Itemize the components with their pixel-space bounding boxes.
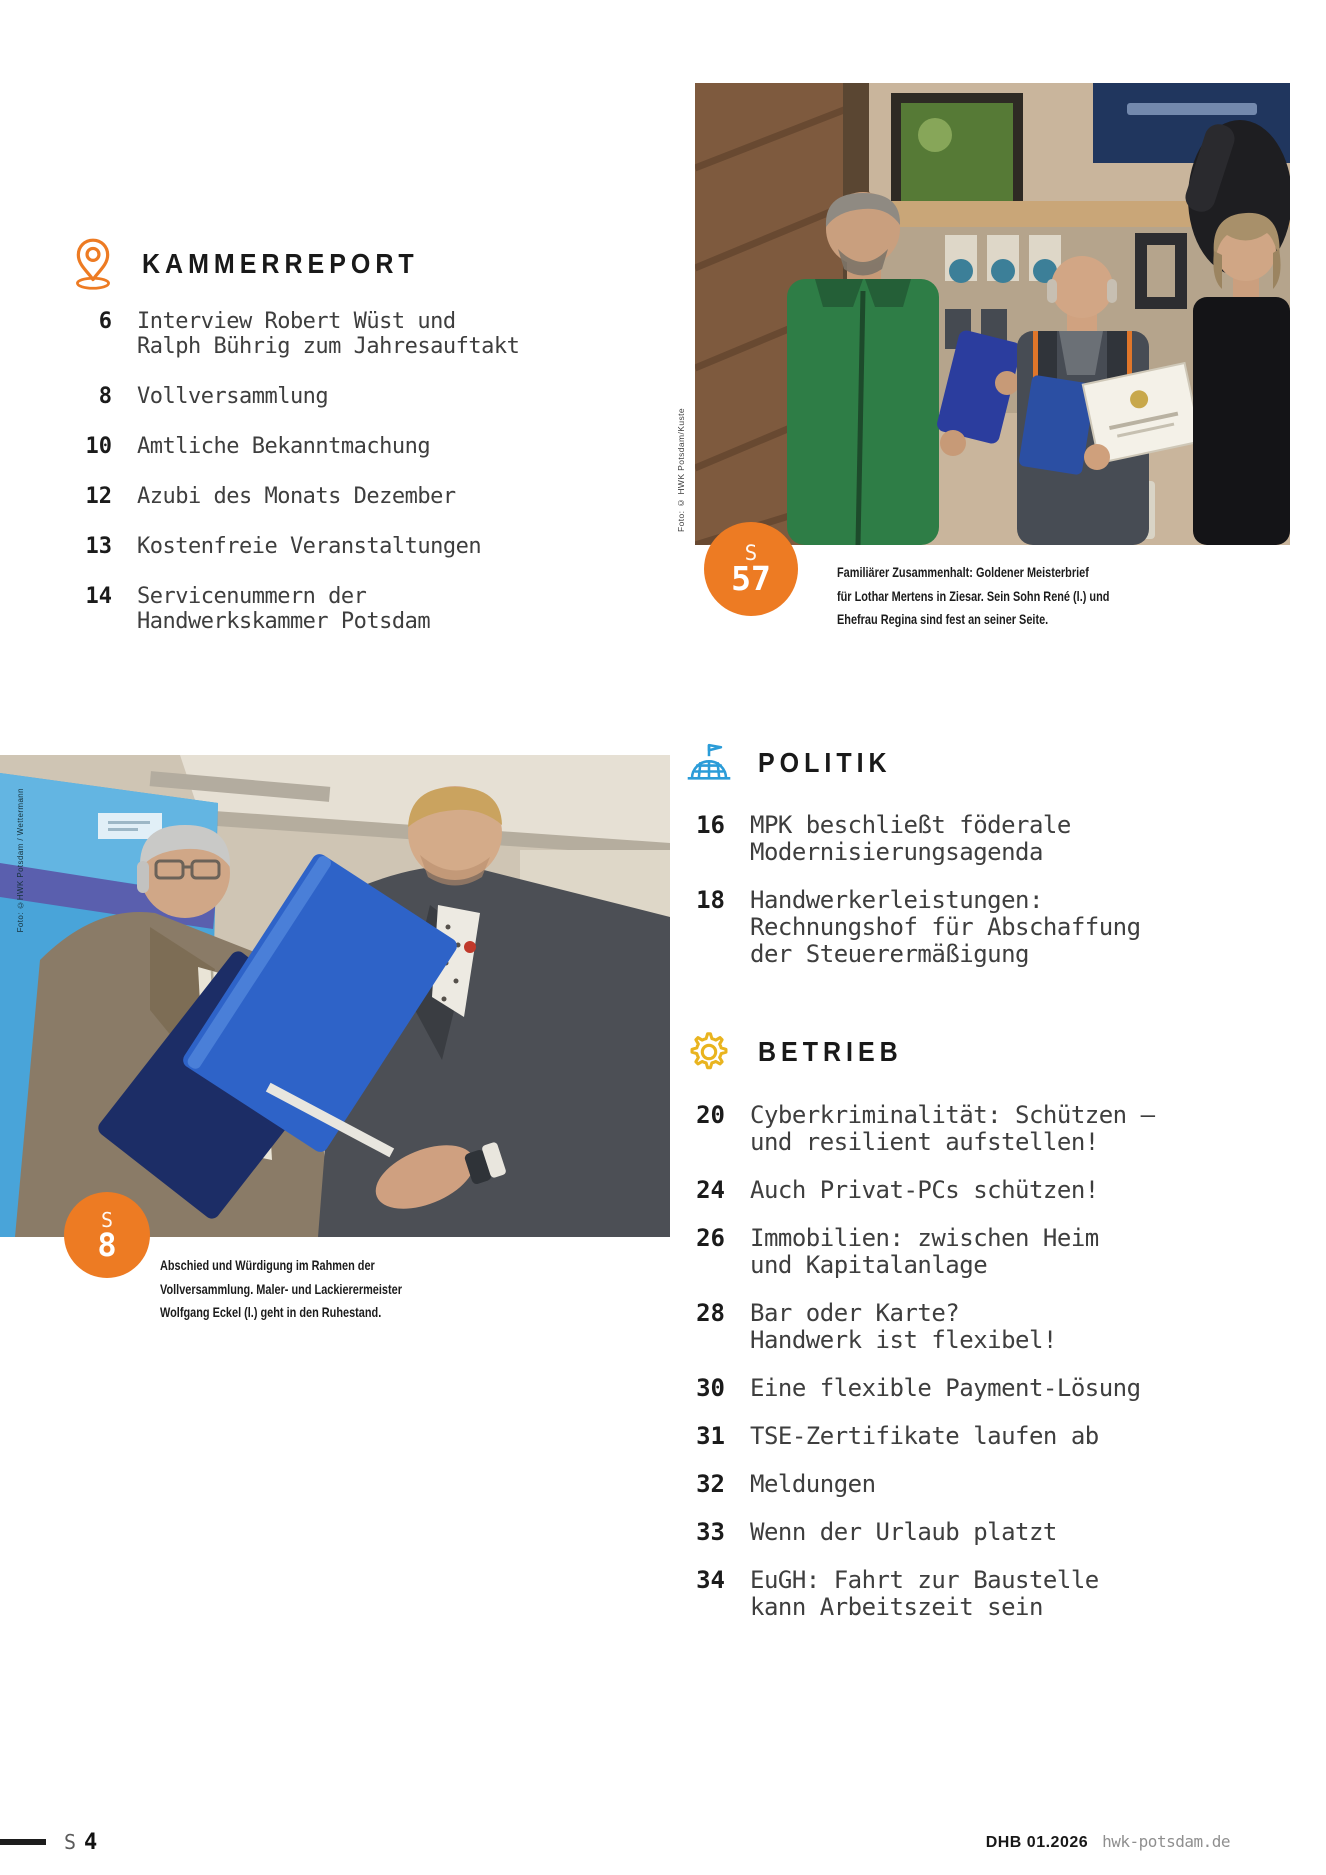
toc-page-number: 6: [98, 309, 112, 334]
toc-page-number: 34: [696, 1566, 725, 1594]
toc-item-text: Handwerkerleistungen: Rechnungshof für Abschaffung der Steuerermäßigung: [750, 886, 1141, 968]
toc-item[interactable]: [72, 384, 542, 409]
top-photo-caption: Familiärer Zusammenhalt: Goldener Meisterbrief für Lothar Mertens in Ziesar. Sein Sohn René (l.) und Ehefrau Regina sind fest an seiner Seite.: [837, 564, 1110, 627]
toc-page-number: 28: [696, 1299, 725, 1327]
left-photo-credit: Foto: ©HWK Potsdam / Wettermann: [16, 788, 25, 933]
toc-item-text: Bar oder Karte? Handwerk ist flexibel!: [750, 1299, 1057, 1354]
badge-number: 8: [97, 1225, 117, 1264]
toc-list-politik: [688, 812, 1158, 989]
section-header-politik: [686, 737, 892, 789]
toc-page-number: 18: [696, 886, 725, 914]
left-photo-image: [0, 755, 670, 1237]
toc-item[interactable]: [688, 1423, 1158, 1450]
toc-item-text: TSE-Zertifikate laufen ab: [750, 1422, 1099, 1450]
toc-list-betrieb: [688, 1102, 1158, 1642]
toc-item-text: EuGH: Fahrt zur Baustelle kann Arbeitszeit sein: [750, 1566, 1099, 1621]
toc-page-number: 31: [696, 1422, 725, 1450]
toc-item-text: Cyberkriminalität: Schützen – und resilient aufstellen!: [750, 1101, 1155, 1156]
section-title: BETRIEB: [758, 1035, 903, 1068]
toc-item-text: Servicenummern der Handwerkskammer Potsdam: [137, 584, 431, 634]
toc-item[interactable]: [688, 1177, 1158, 1204]
toc-item-text: Auch Privat-PCs schützen!: [750, 1176, 1099, 1204]
toc-item[interactable]: [688, 887, 1158, 968]
toc-list-kammerreport: [72, 309, 542, 659]
toc-item[interactable]: [688, 812, 1158, 866]
toc-item[interactable]: [72, 484, 542, 509]
section-header-betrieb: [686, 1026, 903, 1078]
footer-page-indicator: [0, 1830, 97, 1855]
toc-item-text: Immobilien: zwischen Heim und Kapitalanlage: [750, 1224, 1099, 1279]
toc-item[interactable]: [688, 1225, 1158, 1279]
location-pin-icon: [70, 238, 116, 290]
toc-item-text: Eine flexible Payment-Lösung: [750, 1374, 1141, 1402]
footer-website-link[interactable]: hwk-potsdam.de: [1102, 1832, 1230, 1851]
page-footer: [0, 1822, 1326, 1862]
toc-page-number: 30: [696, 1374, 725, 1402]
top-photo-image: [695, 83, 1290, 545]
section-header-kammerreport: [70, 238, 419, 290]
page-badge-57: [704, 522, 798, 616]
toc-item[interactable]: [72, 434, 542, 459]
toc-item[interactable]: [72, 534, 542, 559]
footer-dash: [0, 1839, 46, 1845]
toc-page-number: 26: [696, 1224, 725, 1252]
toc-item-text: Vollversammlung: [137, 384, 329, 409]
toc-item-text: MPK beschließt föderale Modernisierungsagenda: [750, 811, 1071, 866]
toc-page-number: 14: [85, 584, 112, 609]
toc-page-number: 33: [696, 1518, 725, 1546]
toc-page-number: 24: [696, 1176, 725, 1204]
footer-issue: DHB 01.2026: [985, 1834, 1089, 1851]
toc-page-number: 20: [696, 1101, 725, 1129]
government-dome-icon: [686, 737, 732, 789]
toc-item-text: Wenn der Urlaub platzt: [750, 1518, 1057, 1546]
page-badge-8: [64, 1192, 150, 1278]
toc-page-number: 32: [696, 1470, 725, 1498]
footer-page-label: S: [64, 1830, 77, 1854]
section-title: KAMMERREPORT: [142, 247, 419, 280]
toc-item[interactable]: [688, 1519, 1158, 1546]
top-photo: [695, 83, 1290, 545]
toc-item[interactable]: [688, 1102, 1158, 1156]
badge-prefix: S: [100, 1207, 114, 1232]
toc-page-number: 12: [85, 484, 112, 509]
toc-item[interactable]: [688, 1567, 1158, 1621]
toc-page-number: 8: [98, 384, 112, 409]
gear-icon: [686, 1026, 732, 1078]
left-photo-caption: Abschied und Würdigung im Rahmen der Vollversammlung. Maler- und Lackierermeister Wolfgang Eckel (l.) geht in den Ruhestand.: [160, 1257, 402, 1320]
toc-item[interactable]: [688, 1471, 1158, 1498]
toc-item-text: Amtliche Bekanntmachung: [137, 434, 431, 459]
top-photo-credit: Foto: © HWK Potsdam/Kuste: [676, 408, 686, 532]
badge-prefix: S: [744, 541, 758, 565]
toc-item[interactable]: [72, 309, 542, 359]
toc-page-number: 16: [696, 811, 725, 839]
toc-page-number: 10: [85, 434, 112, 459]
toc-item[interactable]: [688, 1375, 1158, 1402]
toc-item-text: Azubi des Monats Dezember: [137, 484, 456, 509]
toc-page-number: 13: [85, 534, 112, 559]
footer-publication-info: [986, 1832, 1326, 1852]
toc-item[interactable]: [72, 584, 542, 634]
toc-item-text: Interview Robert Wüst und Ralph Bührig zum Jahresauftakt: [137, 309, 520, 359]
toc-item-text: Meldungen: [750, 1470, 876, 1498]
left-photo: [0, 755, 670, 1237]
footer-page-number: 4: [84, 1829, 98, 1855]
badge-number: 57: [731, 559, 771, 598]
section-title: POLITIK: [758, 746, 892, 779]
toc-item-text: Kostenfreie Veranstaltungen: [137, 534, 482, 559]
toc-item[interactable]: [688, 1300, 1158, 1354]
